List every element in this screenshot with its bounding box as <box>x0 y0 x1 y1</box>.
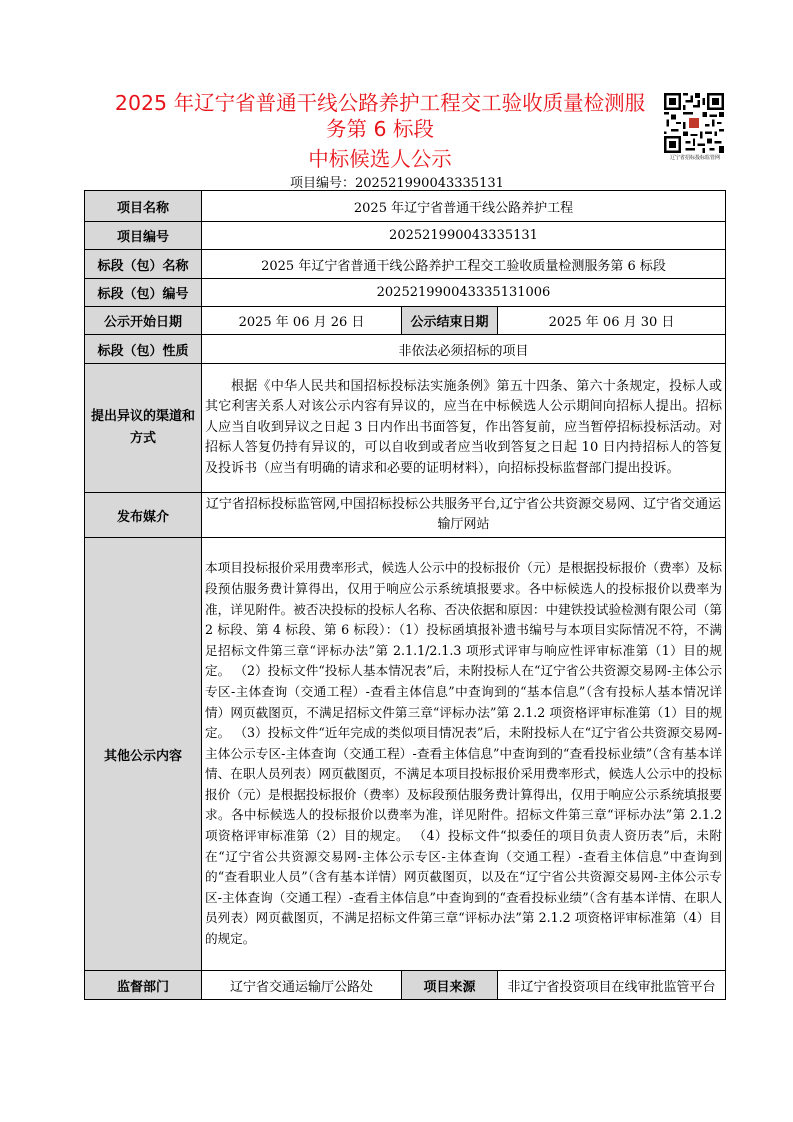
media-label: 发布媒介 <box>85 493 202 538</box>
supervisor-value: 辽宁省交通运输厅公路处 <box>202 971 402 1000</box>
start-date-value: 2025 年 06 月 26 日 <box>202 307 402 335</box>
other-text: 本项目投标报价采用费率形式，候选人公示中的投标报价（元）是根据投标报价（费率）及标段预估服务费计算得出，仅用于响应公示系统填报要求。各中标候选人的投标报价以费率为准，详见附件。被否决投标的投标人名称、否决依据和原因：中建铁投试验检测有限公司（第 2 标段、第 4 标段、第 6 标段）：（1）投标函填报补遗书编号与本项目实际情况不符，不满足招标文件第三章“评标办法”第 2.1.1/2.1.3 项形式评审与响应性评审标准第（1）目的规定。 （2）投标文件“投标人基本情况表”后，未附投标人在“辽宁省公共资源交易网-主体公示专区-主体查询（交通工程）-查看主体信息”中查询到的“基本信息”（含有投标人基本情况详情）网页截图页，不满足招标文件第三章“评标办法”第 2.1.2 项资格评审标准第（1）目的规定。 （3）投标文件“近年完成的类似项目情况表”后，未附投标人在“辽宁省公共资源交易网-主体公示专区-主体查询（交通工程）-查看主体信息”中查询到的“查看投标业绩”（含有基本详情、在职人员列表）网页截图页，不满足本项目投标报价采用费率形式，候选人公示中的投标报价（元）是根据投标报价（费率）及标段预估服务费计算得出，仅用于响应公示系统填报要求。各中标候选人的投标报价以费率为准，详见附件。招标文件第三章“评标办法”第 2.1.2 项资格评审标准第（2）目的规定。 （4）投标文件“拟委任的项目负责人资历表”后，未附在“辽宁省公共资源交易网-主体公示专区-主体查询（交通工程）-查看主体信息”中查询到的“查看职业人员”（含有基本详情）网页截图页，以及在“辽宁省公共资源交易网-主体公示专区-主体查询（交通工程）-查看主体信息”中查询到的“查看投标业绩”（含有基本详情、在职人员列表）网页截图页，不满足招标文件第三章“评标办法”第 2.1.2 项资格评审标准第（4）目的规定。 <box>202 538 726 971</box>
qr-code-icon <box>664 93 724 153</box>
section-code-value: 202521990043335131006 <box>202 279 726 307</box>
end-date-label: 公示结束日期 <box>402 307 498 335</box>
row-supervisor <box>85 971 726 1000</box>
section-code-label: 标段（包）编号 <box>85 279 202 307</box>
row-section-name <box>85 250 726 279</box>
supervisor-label: 监督部门 <box>85 971 202 1000</box>
row-project-code <box>85 222 726 250</box>
row-media <box>85 493 726 538</box>
objection-label: 提出异议的渠道和方式 <box>85 364 202 493</box>
section-name-value: 2025 年辽宁省普通干线公路养护工程交工验收质量检测服务第 6 标段 <box>202 250 726 279</box>
start-date-label: 公示开始日期 <box>85 307 202 335</box>
project-code-value: 202521990043335131 <box>202 222 726 250</box>
media-value: 辽宁省招标投标监管网,中国招标投标公共服务平台,辽宁省公共资源交易网、辽宁省交通运输厅网站 <box>202 493 726 538</box>
page-subtitle: 中标候选人公示 <box>308 147 452 171</box>
row-nature <box>85 335 726 364</box>
project-name-label: 项目名称 <box>85 191 202 222</box>
nature-label: 标段（包）性质 <box>85 335 202 364</box>
qr-caption: 辽宁省招标投标监管网 <box>669 155 720 161</box>
section-name-label: 标段（包）名称 <box>85 250 202 279</box>
objection-text: 根据《中华人民共和国招标投标法实施条例》第五十四条、第六十条规定，投标人或其它利害关系人对该公示内容有异议的，应当在中标候选人公示期间向招标人提出。招标人应当自收到异议之日起 3 日内作出书面答复，作出答复前，应当暂停招标投标活动。对招标人答复仍持有异议的，可以自收到或者应当收到答复之日起 10 日内持招标人的答复及投诉书（应当有明确的请求和必要的证明材料），向招标投标监督部门提出投诉。 <box>202 364 726 493</box>
page-title-line-1: 2025 年辽宁省普通干线公路养护工程交工验收质量检测服 <box>114 91 646 115</box>
page-title-line-2: 务第 6 标段 <box>325 117 435 141</box>
row-other <box>85 538 726 971</box>
row-dates <box>85 307 726 335</box>
nature-value: 非依法必须招标的项目 <box>202 335 726 364</box>
project-code-label: 项目编号 <box>85 222 202 250</box>
project-number-line: 项目编号：20252199004333513​1 <box>290 176 504 191</box>
row-section-code <box>85 279 726 307</box>
row-project-name <box>85 191 726 222</box>
source-label: 项目来源 <box>402 971 498 1000</box>
end-date-value: 2025 年 06 月 30 日 <box>498 307 726 335</box>
row-objection <box>85 364 726 493</box>
project-name-value: 2025 年辽宁省普通干线公路养护工程 <box>202 191 726 222</box>
source-value: 非辽宁省投资项目在线审批监管平台 <box>498 971 726 1000</box>
other-label: 其他公示内容 <box>85 538 202 971</box>
announcement-table <box>84 190 726 1000</box>
